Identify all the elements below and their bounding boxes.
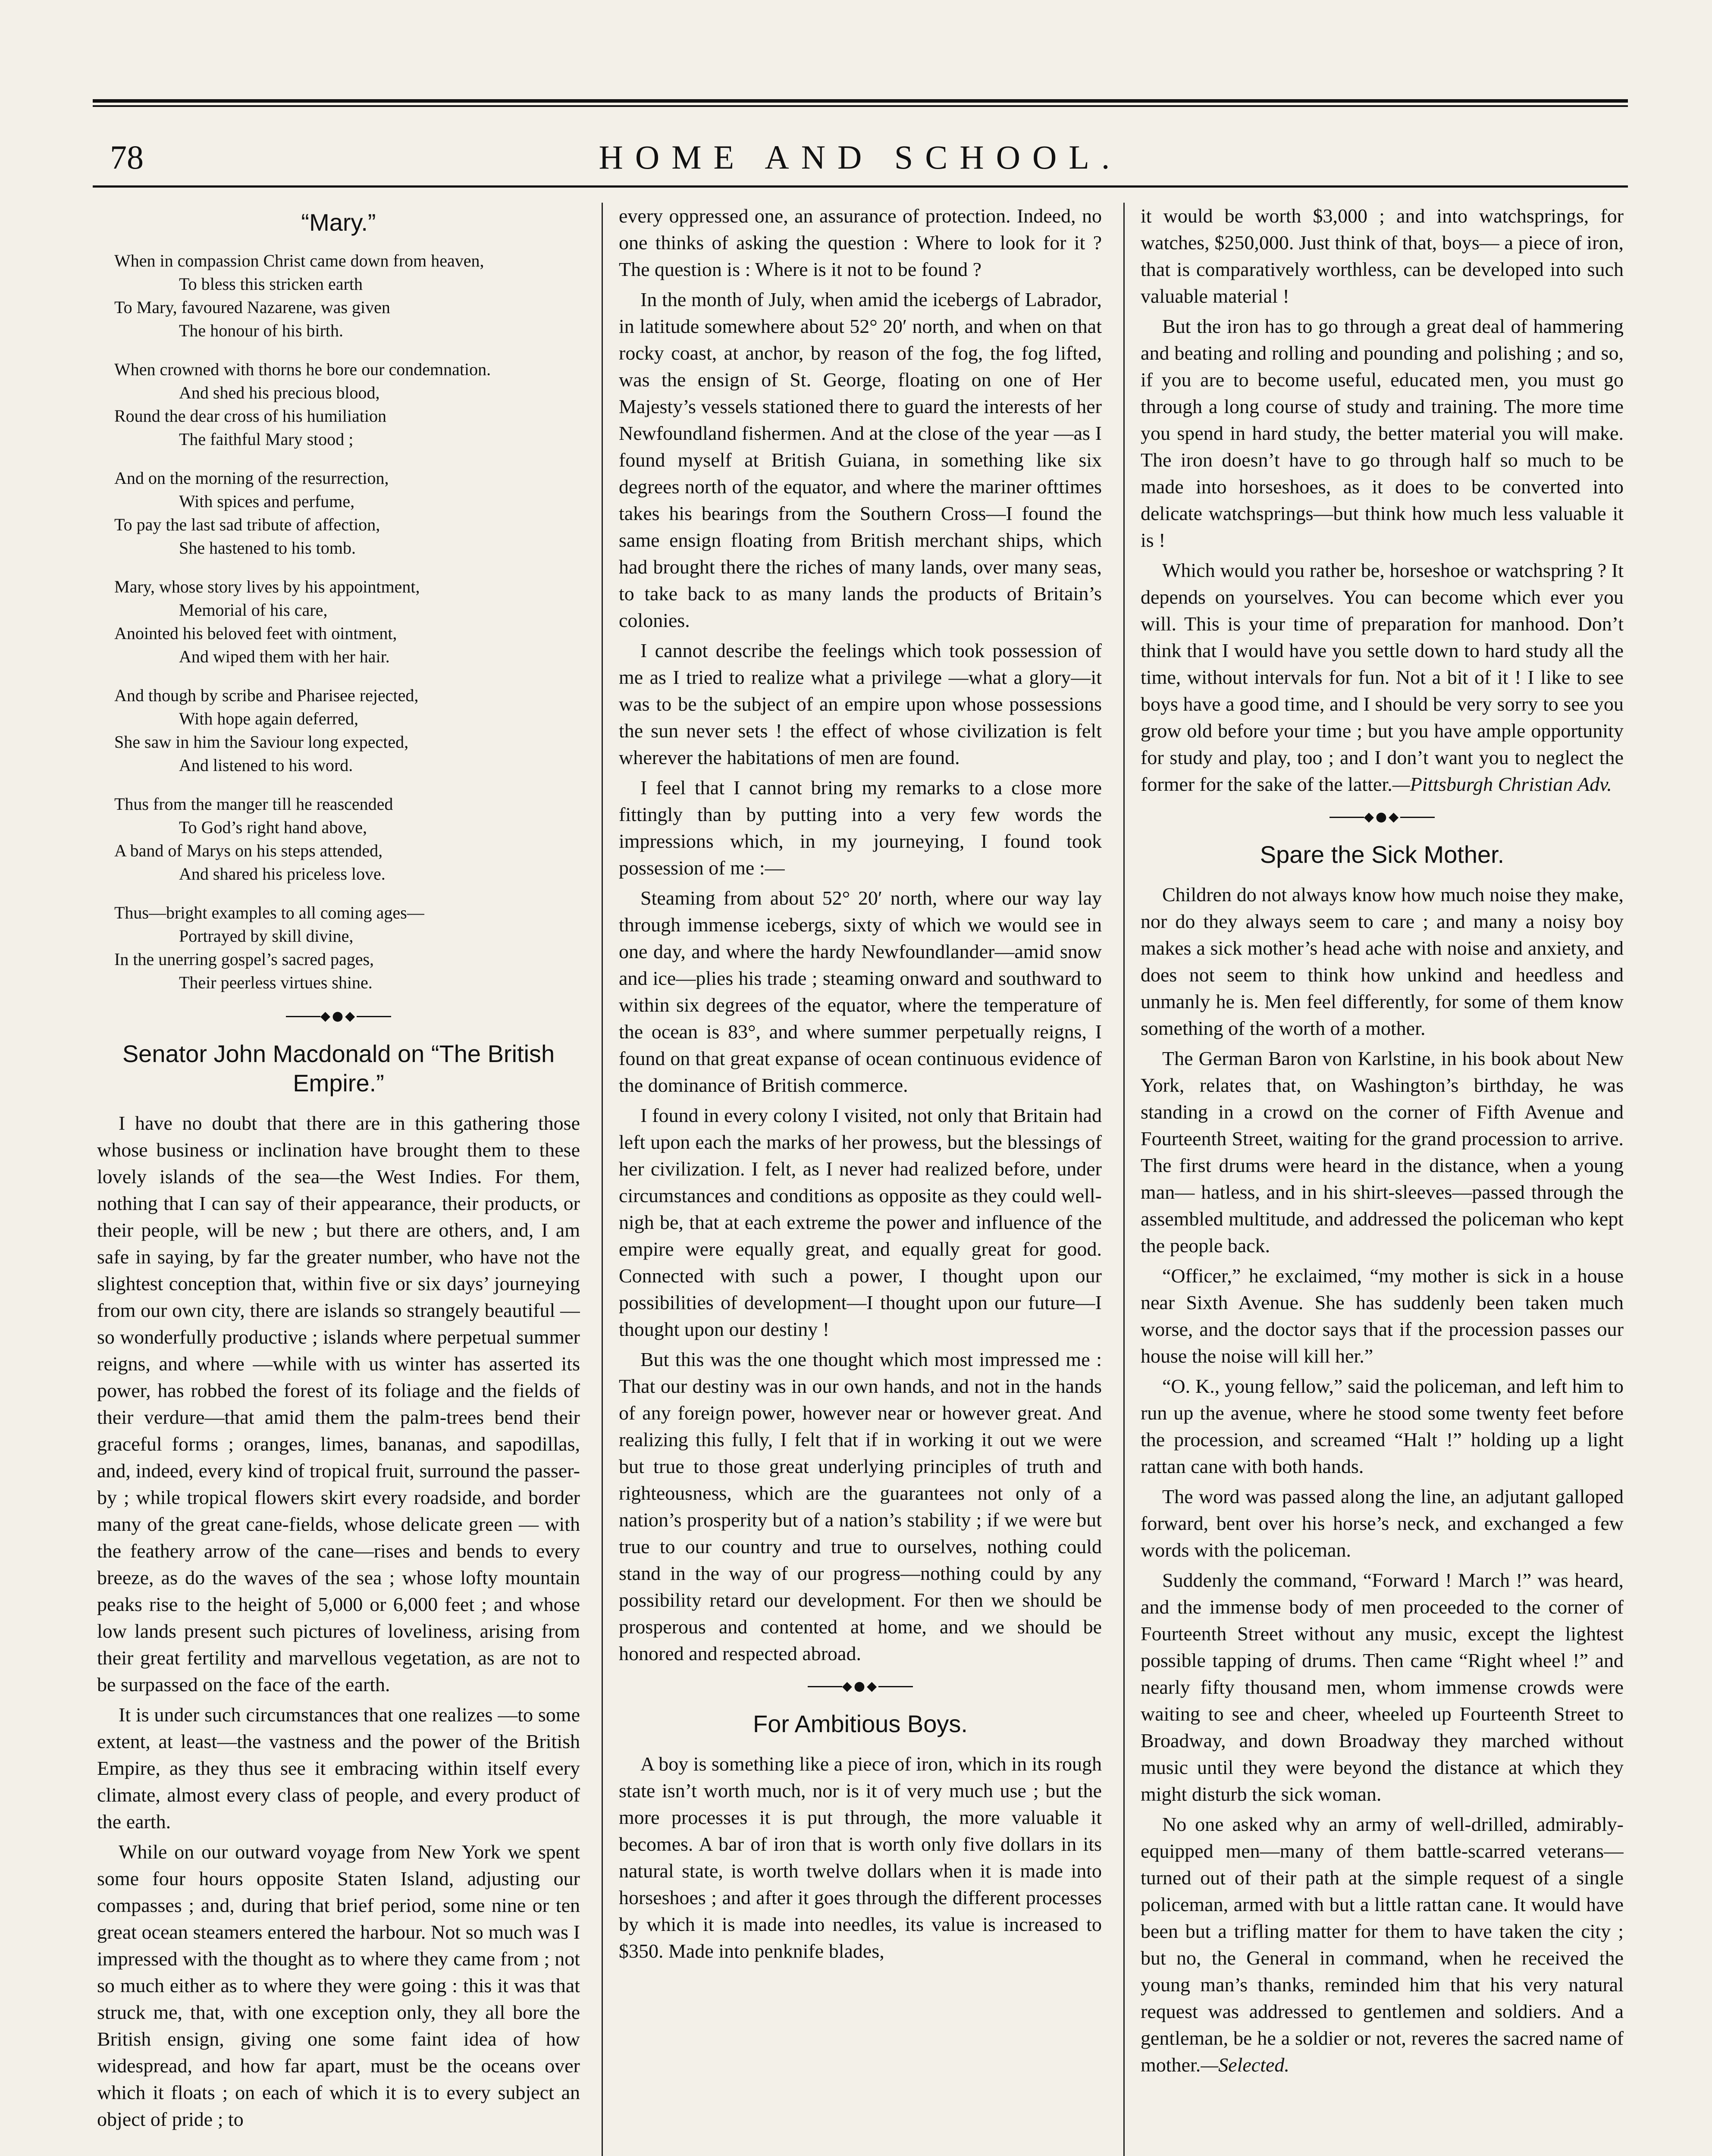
article-paragraph: Suddenly the command, “Forward ! March !” was heard, and the immense body of men proceeded to the corner of Fourteenth Street without any music, except the lightest possible tapping of drums. Then came “Right wheel !” and nearly fifty thousand men, whom immense crowds were waiting to see and cheer, wheeled up Fourteenth Street to Broadway, and down Broadway they marched without music until they were beyond the distance at which they might disturb the sick woman. bbox=[1141, 1569, 1624, 1805]
article-paragraph: But this was the one thought which most impressed me : That our destiny was in our own hands, and not in the hands of any foreign power, however near or however great. And realizing this fully, I felt that if in working it out we were but true to those great underlying principles of truth and righteousness, which are the guarantees not only of a nation’s prosperity but of a nation’s stability ; if we were but true to our country and true to ourselves, nothing could stand in the way of our progress—nothing could by any possibility retard our development. For then we should be prosperous and contented at home, and we should be honored and respected abroad. bbox=[619, 1348, 1102, 1664]
poem-stanza bbox=[114, 358, 580, 451]
top-rule-thin bbox=[93, 105, 1628, 107]
poem-title: “Mary.” bbox=[301, 209, 376, 236]
masthead-title: HOME AND SCHOOL. bbox=[599, 138, 1122, 176]
article-paragraph: every oppressed one, an assurance of protection. Indeed, no one thinks of asking the question : Where to look for it ? The question is : Where is it not to be found ? bbox=[619, 205, 1102, 280]
article-paragraph: it would be worth $3,000 ; and into watchsprings, for watches, $250,000. Just think of that, boys— a piece of iron, that is comparatively worthless, can be developed into such valuable material ! bbox=[1141, 205, 1624, 307]
poem-stanza bbox=[114, 684, 580, 777]
article-title: Senator John Macdonald on “The British Empire.” bbox=[122, 1040, 555, 1097]
article-paragraph bbox=[1141, 557, 1624, 798]
article-title: For Ambitious Boys. bbox=[753, 1710, 968, 1737]
poem-mary bbox=[114, 249, 580, 994]
poem-line: Anointed his beloved feet with ointment, bbox=[114, 624, 397, 643]
source-attribution: —Selected. bbox=[1201, 2054, 1289, 2076]
poem-line: To bless this stricken earth bbox=[179, 274, 363, 294]
article-title: Spare the Sick Mother. bbox=[1260, 841, 1505, 868]
source-attribution: —Pittsburgh Christian Adv. bbox=[1392, 773, 1612, 795]
poem-line: When in compassion Christ came down from heaven, bbox=[114, 251, 484, 270]
poem-line: With hope again deferred, bbox=[179, 709, 358, 728]
poem-line: She hastened to his tomb. bbox=[179, 538, 356, 558]
header-rule bbox=[93, 185, 1628, 188]
poem-stanza bbox=[114, 249, 580, 342]
poem-line: Their peerless virtues shine. bbox=[179, 973, 373, 992]
section-divider: ◆●◆ bbox=[1141, 811, 1624, 824]
poem-line: And wiped them with her hair. bbox=[179, 647, 390, 666]
column-1 bbox=[97, 203, 580, 2156]
column-3 bbox=[1141, 203, 1624, 2156]
article-paragraph: I have no doubt that there are in this gathering those whose business or inclination have brought them to these lovely islands of the sea—the West Indies. For them, nothing that I can say of their appearance, their products, or their people, will be new ; but there are others, and, I am safe in saying, by far the greater number, who have not the slightest conception that, within five or six days’ journeying from our own city, there are islands so strangely beautiful — so wonderfully productive ; islands where perpetual summer reigns, and where —while with us winter has asserted its power, has robbed the forest of its foliage and the fields of their verdure—that amid them the palm-trees bend their graceful forms ; oranges, limes, bananas, and sapodillas, and, indeed, every kind of tropical fruit, surround the passer-by ; while tropical flowers skirt every roadside, and border many of the great cane-fields, whose delicate green — with the feathery arrow of the cane—rises and bends to every breeze, as do the waves of the sea ; whose lofty mountain peaks rise to the height of 5,000 or 6,000 feet ; and whose low lands present such pictures of loveliness, arising from their great fertility and marvellous vegetation, as are not to be surpassed on the face of the earth. bbox=[97, 1112, 580, 1695]
article-paragraph: The German Baron von Karlstine, in his book about New York, relates that, on Washington’s birthday, he was standing in a crowd on the corner of Fifth Avenue and Fourteenth Street, waiting for the grand procession to arrive. The first drums were heard in the distance, when a young man— hatless, and in his shirt-sleeves—passed through the assembled multitude, and addressed the policeman who kept the people back. bbox=[1141, 1047, 1624, 1257]
article-paragraph: A boy is something like a piece of iron, which in its rough state isn’t worth much, nor is it of very much use ; but the more processes it is put through, the more valuable it becomes. A bar of iron that is worth only five dollars in its natural state, is worth twelve dollars when it is made into horseshoes ; and after it goes through the different processes by which it is made into needles, its value is increased to $350. Made into penknife blades, bbox=[619, 1753, 1102, 1962]
poem-line: And shed his precious blood, bbox=[179, 383, 380, 402]
article-paragraph: I found in every colony I visited, not only that Britain had left upon each the marks of her prowess, but the blessings of her civilization. I felt, as I never had realized before, under circumstances and conditions as opposite as they could well-nigh be, that at each extreme the power and influence of the empire were equally great, and equally great for good. Connected with such a power, I thought upon our possibilities of development—I thought upon our future—I thought upon our destiny ! bbox=[619, 1104, 1102, 1340]
section-divider: ◆●◆ bbox=[97, 1010, 580, 1023]
article-paragraph: The word was passed along the line, an adjutant galloped forward, bent over his horse’s neck, and exchanged a few words with the policeman. bbox=[1141, 1485, 1624, 1561]
poem-line: The honour of his birth. bbox=[179, 321, 344, 340]
page-header bbox=[93, 134, 1628, 194]
page-number: 78 bbox=[110, 138, 144, 176]
column-2 bbox=[619, 203, 1102, 2156]
poem-line: Round the dear cross of his humiliation bbox=[114, 406, 387, 426]
poem-line: A band of Marys on his steps attended, bbox=[114, 841, 383, 860]
article-paragraph bbox=[1141, 1811, 1624, 2078]
poem-line: And shared his priceless love. bbox=[179, 864, 386, 884]
poem-line: With spices and perfume, bbox=[179, 492, 355, 511]
poem-line: Portrayed by skill divine, bbox=[179, 926, 354, 946]
article-paragraph: While on our outward voyage from New York we spent some four hours opposite Staten Island, adjusting our compasses ; and, during that brief period, some nine or ten great ocean steamers entered the harbour. Not so much was I impressed with the thought as to where they came from ; not so much either as to where they were going : this it was that struck me, that, with one exception only, they all bore the British ensign, giving one some faint idea of how widespread, and how far apart, must be the oceans over which it floats ; on each of which it is to every subject an object of pride ; to bbox=[97, 1841, 580, 2130]
poem-line: The faithful Mary stood ; bbox=[179, 429, 354, 449]
poem-line: To pay the last sad tribute of affection, bbox=[114, 515, 380, 534]
newspaper-page bbox=[93, 99, 1628, 2156]
poem-line: And on the morning of the resurrection, bbox=[114, 468, 389, 488]
poem-line: Mary, whose story lives by his appointment, bbox=[114, 577, 420, 596]
poem-line: In the unerring gospel’s sacred pages, bbox=[114, 950, 374, 969]
poem-line: To God’s right hand above, bbox=[179, 818, 367, 837]
article-paragraph: In the month of July, when amid the icebergs of Labrador, in latitude somewhere about 52° 20′ north, and when on that rocky coast, at anchor, by reason of the fog, the fog lifted, was the ensign of St. George, floating on one of Her Majesty’s vessels stationed there to guard the interests of her Newfoundland fishermen. And at the close of the year —as I found myself at British Guiana, in something like six degrees north of the equator, and where the mariner ofttimes takes his bearings from the Southern Cross—I found the same ensign floating from British merchant ships, which had brought there the riches of many lands, over many seas, to take back to as many lands the products of Britain’s colonies. bbox=[619, 288, 1102, 631]
top-rule bbox=[93, 99, 1628, 103]
poem-line: Thus—bright examples to all coming ages— bbox=[114, 903, 424, 922]
poem-stanza bbox=[114, 575, 580, 668]
poem-stanza bbox=[114, 793, 580, 886]
article-paragraph: It is under such circumstances that one realizes —to some extent, at least—the vastness and the power of the British Empire, as they thus see it embracing within itself every climate, almost every class of people, and every product of the earth. bbox=[97, 1704, 580, 1833]
column-divider bbox=[1123, 203, 1125, 2156]
article-paragraph: “O. K., young fellow,” said the policeman, and left him to run up the avenue, where he stood some twenty feet before the procession, and screamed “Halt !” holding up a light rattan cane with both hands. bbox=[1141, 1375, 1624, 1477]
poem-line: To Mary, favoured Nazarene, was given bbox=[114, 298, 390, 317]
poem-stanza bbox=[114, 901, 580, 994]
article-paragraph: “Officer,” he exclaimed, “my mother is sick in a house near Sixth Avenue. She has suddenly been taken much worse, and the doctor says that if the procession passes our house the noise will kill her.” bbox=[1141, 1265, 1624, 1367]
poem-line: When crowned with thorns he bore our condemnation. bbox=[114, 360, 491, 379]
article-paragraph: I feel that I cannot bring my remarks to a close more fittingly than by putting into a very few words the impressions which, in my journeying, I found took possession of me :— bbox=[619, 777, 1102, 879]
poem-line: And listened to his word. bbox=[179, 755, 353, 775]
article-paragraph: I cannot describe the feelings which took possession of me as I tried to realize what a privilege —what a glory—it was to be the subject of an empire upon whose possessions the sun never sets ! the effect of whose civilization is felt wherever the habitations of men are found. bbox=[619, 639, 1102, 768]
poem-line: Thus from the manger till he reascended bbox=[114, 794, 393, 814]
article-paragraph: Steaming from about 52° 20′ north, where our way lay through immense icebergs, sixty of which we would see in one day, and where the hardy Newfoundlander—amid snow and ice—plies his trade ; steaming onward and southward to within six degrees of the equator, where the temperature of the ocean is 83°, and where summer perpetually reigns, I found on that great expanse of ocean continuous evidence of the dominance of British commerce. bbox=[619, 887, 1102, 1096]
paragraph-text: No one asked why an army of well-drilled, admirably-equipped men—many of them battle-scarred veterans—turned out of their path at the simple request of a single policeman, armed with but a little rattan cane. It would have been but a trifling matter for them to have taken the city ; but no, the General in command, when he received the young man’s thanks, reminded him that his very natural request was addressed to gentlemen and soldiers. And a gentleman, be he a soldier or not, reveres the sacred name of mother. bbox=[1141, 1813, 1624, 2076]
section-divider: ◆●◆ bbox=[619, 1680, 1102, 1693]
poem-stanza bbox=[114, 467, 580, 560]
column-divider bbox=[602, 203, 603, 2156]
poem-line: And though by scribe and Pharisee rejected, bbox=[114, 686, 419, 705]
article-paragraph: Children do not always know how much noise they make, nor do they always seem to care ; and many a noisy boy makes a sick mother’s head ache with noise and anxiety, and does not seem to think how unkind and heedless and unmanly he is. Men feel differently, for some of them know something of the worth of a mother. bbox=[1141, 884, 1624, 1039]
article-paragraph: But the iron has to go through a great deal of hammering and beating and rolling and pounding and polishing ; and so, if you are to become useful, educated men, you must go through a long course of study and training. The more time you spend in hard study, the better material you will make. The iron doesn’t have to go through half so much to be made into horseshoes, as it does to be converted into delicate watchsprings—but think how much less valuable it is ! bbox=[1141, 315, 1624, 551]
poem-line: Memorial of his care, bbox=[179, 600, 328, 620]
paragraph-text: Which would you rather be, horseshoe or watchspring ? It depends on yourselves. You can become which ever you will. This is your time of preparation for manhood. Don’t think that I would have you settle down to hard study all the time, without intervals for fun. Not a bit of it ! I like to see boys have a good time, and I should be very sorry to see you grow old before your time ; but you have ample opportunity for study and play, too ; and I don’t want you to neglect the former for the sake of the latter. bbox=[1141, 559, 1624, 795]
poem-line: She saw in him the Saviour long expected, bbox=[114, 732, 409, 752]
